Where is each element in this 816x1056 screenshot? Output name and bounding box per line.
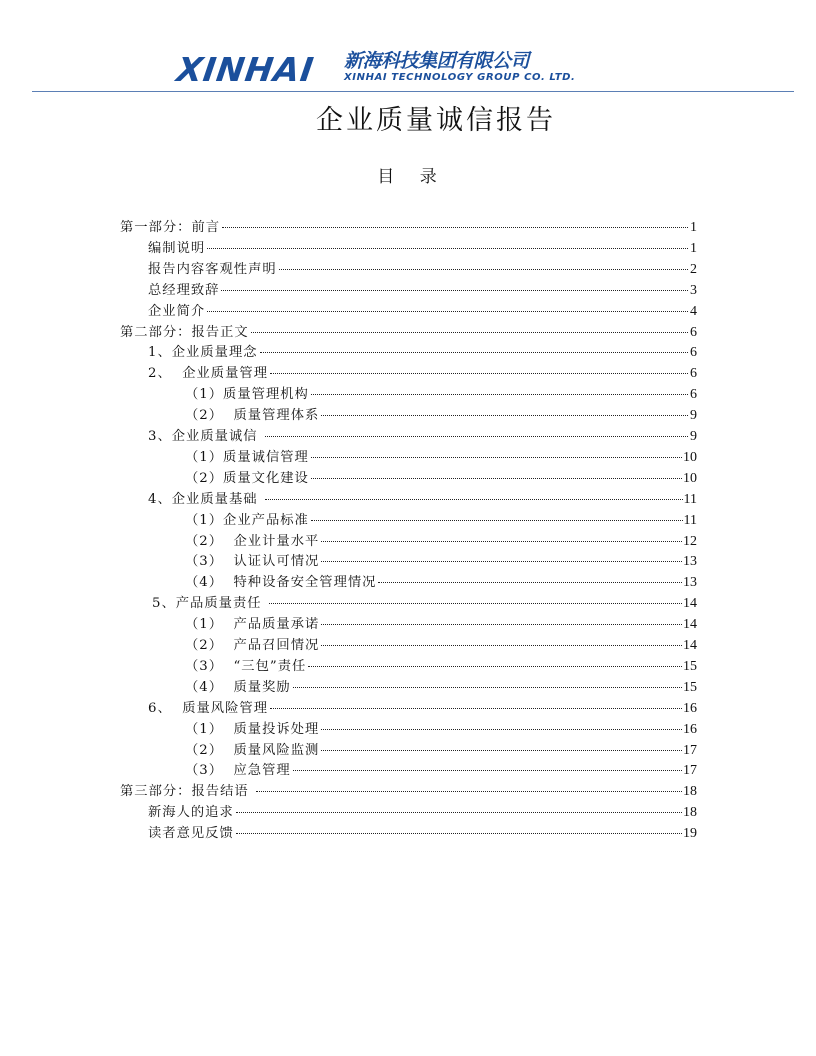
toc-dot-leader xyxy=(270,707,682,709)
toc-entry[interactable] xyxy=(148,343,697,363)
toc-entry[interactable] xyxy=(185,552,697,572)
toc-dot-leader xyxy=(321,540,682,542)
toc-entry-page: 18 xyxy=(683,805,697,821)
toc-entry-page: 15 xyxy=(683,658,697,674)
toc-dot-leader xyxy=(293,686,682,688)
toc-dot-leader xyxy=(236,832,682,834)
toc-dot-leader xyxy=(236,811,682,813)
toc-entry-page: 10 xyxy=(683,449,697,465)
toc-entry-label: （1）质量管理机构 xyxy=(185,387,309,403)
toc-dot-leader xyxy=(207,247,688,249)
toc-entry[interactable] xyxy=(185,720,697,740)
toc-dot-leader xyxy=(265,498,683,500)
toc-entry-label: 报告内容客观性声明 xyxy=(148,261,277,277)
toc-entry-label: 第一部分：前言 xyxy=(120,220,221,235)
toc-dot-leader xyxy=(279,268,688,270)
toc-entry-page: 18 xyxy=(683,784,697,800)
toc-entry-label: 1、企业质量理念 xyxy=(148,345,258,361)
toc-entry-label: 编制说明 xyxy=(148,240,206,256)
company-name-en: XINHAI TECHNOLOGY GROUP CO. LTD. xyxy=(344,72,576,83)
toc-entry-label: （2） 企业计量水平 xyxy=(185,533,320,549)
company-name-cn: 新海科技集团有限公司 xyxy=(344,50,530,72)
toc-heading: 目 录 xyxy=(377,167,447,187)
toc-entry-label: （2） 质量风险监测 xyxy=(185,742,320,758)
toc-entry-page: 13 xyxy=(683,554,697,570)
toc-entry-page: 2 xyxy=(690,261,697,277)
toc-entry-label: （1） 质量投诉处理 xyxy=(185,721,320,737)
toc-entry-page: 9 xyxy=(690,429,697,444)
toc-entry-label: （3） “三包”责任 xyxy=(185,658,307,674)
toc-entry-label: 6、 质量风险管理 xyxy=(148,700,268,716)
header-divider xyxy=(32,91,794,92)
toc-entry-page: 13 xyxy=(683,575,697,591)
toc-entry-page: 3 xyxy=(690,282,697,298)
toc-entry-label: 新海人的追求 xyxy=(148,805,234,821)
toc-entry[interactable] xyxy=(148,490,697,510)
toc-entry[interactable] xyxy=(185,511,697,531)
toc-entry-page: 4 xyxy=(690,303,697,319)
toc-entry[interactable] xyxy=(185,615,697,635)
toc-entry-label: （4） 质量奖励 xyxy=(185,679,291,695)
toc-dot-leader xyxy=(222,226,688,228)
toc-entry[interactable] xyxy=(185,573,697,593)
toc-dot-leader xyxy=(221,289,688,291)
toc-dot-leader xyxy=(378,581,682,583)
toc-dot-leader xyxy=(311,477,682,479)
toc-entry-label: （1）企业产品标准 xyxy=(185,512,309,528)
toc-entry-page: 6 xyxy=(690,345,697,361)
toc-entry-page: 10 xyxy=(683,470,697,486)
toc-entry-label: （1）质量诚信管理 xyxy=(185,449,309,465)
toc-dot-leader xyxy=(265,435,688,437)
toc-entry-label: （3） 认证认可情况 xyxy=(185,554,320,570)
toc-entry[interactable] xyxy=(185,657,697,677)
toc-entry-page: 17 xyxy=(683,742,697,758)
toc-entry[interactable] xyxy=(185,678,697,698)
toc-entry-label: 3、企业质量诚信 xyxy=(148,429,263,444)
toc-dot-leader xyxy=(321,414,688,416)
toc-entry-page: 14 xyxy=(683,638,697,653)
toc-entry-page: 6 xyxy=(690,324,697,340)
toc-dot-leader xyxy=(270,372,688,374)
toc-dot-leader xyxy=(321,749,682,751)
letterhead xyxy=(0,0,816,95)
toc-entry-page: 1 xyxy=(690,220,697,235)
toc-entry[interactable] xyxy=(185,636,697,656)
toc-entry-page: 17 xyxy=(683,763,697,779)
toc-entry[interactable] xyxy=(148,427,697,447)
toc-entry-page: 16 xyxy=(683,721,697,737)
toc-entry-page: 15 xyxy=(683,679,697,695)
toc-entry[interactable] xyxy=(120,782,697,802)
toc-entry-label: 5、产品质量责任 xyxy=(152,596,267,612)
toc-entry[interactable] xyxy=(185,532,697,552)
toc-entry-page: 14 xyxy=(683,617,697,633)
toc-entry-page: 16 xyxy=(683,700,697,716)
toc-dot-leader xyxy=(321,728,682,730)
toc-dot-leader xyxy=(293,769,682,771)
toc-entry-label: 2、 企业质量管理 xyxy=(148,366,268,382)
toc-dot-leader xyxy=(321,644,682,646)
toc-entry-label: （3） 应急管理 xyxy=(185,763,291,779)
toc-entry[interactable] xyxy=(148,699,697,719)
toc-dot-leader xyxy=(269,602,682,604)
toc-entry-page: 9 xyxy=(690,408,697,424)
toc-entry-label: 第三部分：报告结语 xyxy=(120,784,254,800)
toc-dot-leader xyxy=(311,519,683,521)
toc-dot-leader xyxy=(308,665,682,667)
toc-dot-leader xyxy=(256,790,682,792)
toc-entry[interactable] xyxy=(185,469,697,489)
toc-entry-label: （4） 特种设备安全管理情况 xyxy=(185,575,377,591)
toc-entry[interactable] xyxy=(120,218,697,238)
document-title: 企业质量诚信报告 xyxy=(316,105,556,136)
toc-entry[interactable] xyxy=(152,594,697,614)
toc-entry-page: 11 xyxy=(683,512,697,528)
toc-entry-page: 14 xyxy=(683,596,697,612)
toc-entry[interactable] xyxy=(148,364,697,384)
toc-dot-leader xyxy=(311,456,682,458)
toc-entry-label: 总经理致辞 xyxy=(148,282,220,298)
toc-entry[interactable] xyxy=(148,239,697,259)
toc-dot-leader xyxy=(260,351,688,353)
toc-entry[interactable] xyxy=(185,761,697,781)
toc-entry[interactable] xyxy=(120,323,697,343)
toc-entry-page: 19 xyxy=(683,826,697,842)
toc-entry[interactable] xyxy=(148,302,697,322)
toc-entry-label: 读者意见反馈 xyxy=(148,826,234,842)
toc-entry-label: （2） 质量管理体系 xyxy=(185,408,320,424)
toc-entry[interactable] xyxy=(148,260,697,280)
toc-dot-leader xyxy=(251,331,688,333)
toc-dot-leader xyxy=(207,310,688,312)
toc-entry-label: 第二部分：报告正文 xyxy=(120,324,249,340)
toc-dot-leader xyxy=(321,623,682,625)
toc-entry-label: （2） 产品召回情况 xyxy=(185,638,320,653)
toc-entry-label: 企业简介 xyxy=(148,303,206,319)
toc-entry[interactable] xyxy=(185,741,697,761)
toc-entry-label: （1） 产品质量承诺 xyxy=(185,617,320,633)
toc-entry[interactable] xyxy=(185,448,697,468)
toc-entry-page: 12 xyxy=(683,533,697,549)
toc-entry[interactable] xyxy=(185,406,697,426)
toc-entry-label: （2）质量文化建设 xyxy=(185,470,309,486)
toc-entry[interactable] xyxy=(148,824,697,844)
toc-dot-leader xyxy=(311,393,688,395)
toc-entry-label: 4、企业质量基础 xyxy=(148,491,263,507)
toc-entry[interactable] xyxy=(148,281,697,301)
toc-entry[interactable] xyxy=(148,803,697,823)
toc-entry-page: 6 xyxy=(690,366,697,382)
toc-entry-page: 6 xyxy=(690,387,697,403)
toc-entry-page: 11 xyxy=(683,491,697,507)
company-logo: XINHAI xyxy=(174,50,317,89)
toc-dot-leader xyxy=(321,560,682,562)
toc-entry-page: 1 xyxy=(690,240,697,256)
toc-entry[interactable] xyxy=(185,385,697,405)
